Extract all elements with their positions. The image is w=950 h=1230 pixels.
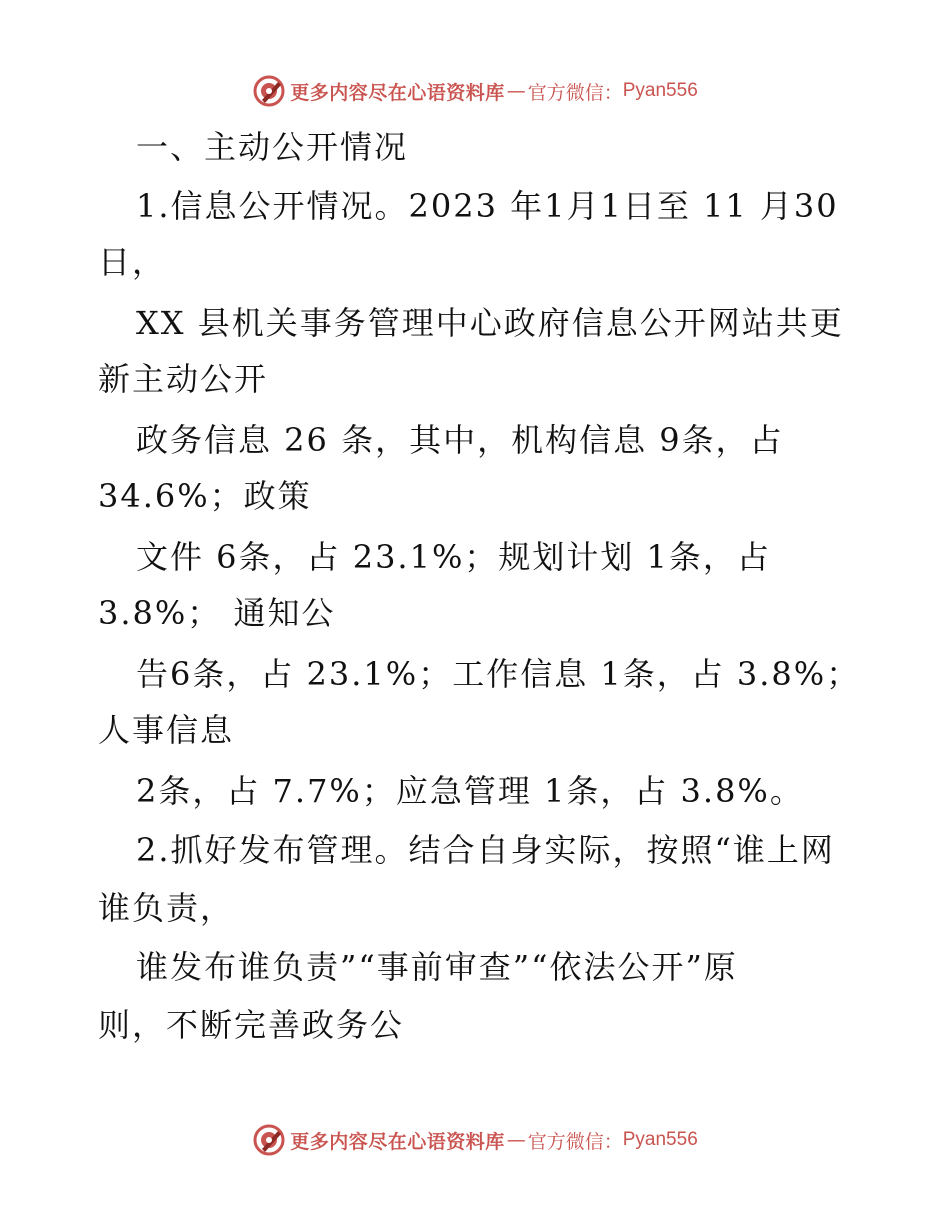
paragraph-line: XX 县机关事务管理中心政府信息公开网站共更	[136, 304, 844, 342]
watermark-label: 官方微信：	[527, 1130, 623, 1153]
paragraph-line: 2.抓好发布管理。结合自身实际，按照“谁上网	[136, 831, 835, 869]
paragraph-line: 告6条，占 23.1%；工作信息 1条，占 3.8%；	[136, 655, 861, 693]
paragraph-line: 34.6%；政策	[98, 477, 312, 515]
paragraph-line: 新主动公开	[98, 360, 269, 398]
watermark-text: 更多内容尽在心语资料库	[290, 81, 505, 104]
watermark-text: 更多内容尽在心语资料库	[290, 1130, 505, 1153]
watermark-id: Pyan556	[622, 1129, 698, 1150]
watermark-id: Pyan556	[622, 80, 698, 101]
paragraph-line: 1.信息公开情况。2023 年1月1日至 11 月30	[136, 187, 839, 225]
paragraph-line: 人事信息	[98, 711, 235, 749]
paragraph-line: 日，	[98, 243, 167, 281]
paragraph-line: 2条，占 7.7%；应急管理 1条，占 3.8%。	[136, 772, 804, 810]
paragraph-line: 文件 6条，占 23.1%；规划计划 1条，占	[136, 538, 771, 576]
paragraph-line: 政务信息 26 条，其中，机构信息 9条，占	[136, 421, 784, 459]
pen-logo-icon	[252, 1123, 286, 1157]
paragraph-line: 谁发布谁负责”“事前审查”“依法公开”原	[136, 948, 738, 986]
watermark-footer	[0, 1120, 950, 1160]
watermark-label: 官方微信：	[527, 81, 623, 104]
paragraph-line: 3.8%； 通知公	[98, 594, 336, 632]
paragraph-line: 谁负责，	[98, 889, 235, 927]
watermark-separator: —	[506, 80, 526, 102]
watermark-separator: —	[506, 1129, 526, 1151]
paragraph-line: 则，不断完善政务公	[98, 1006, 405, 1044]
section-heading: 一、主动公开情况	[136, 128, 409, 166]
